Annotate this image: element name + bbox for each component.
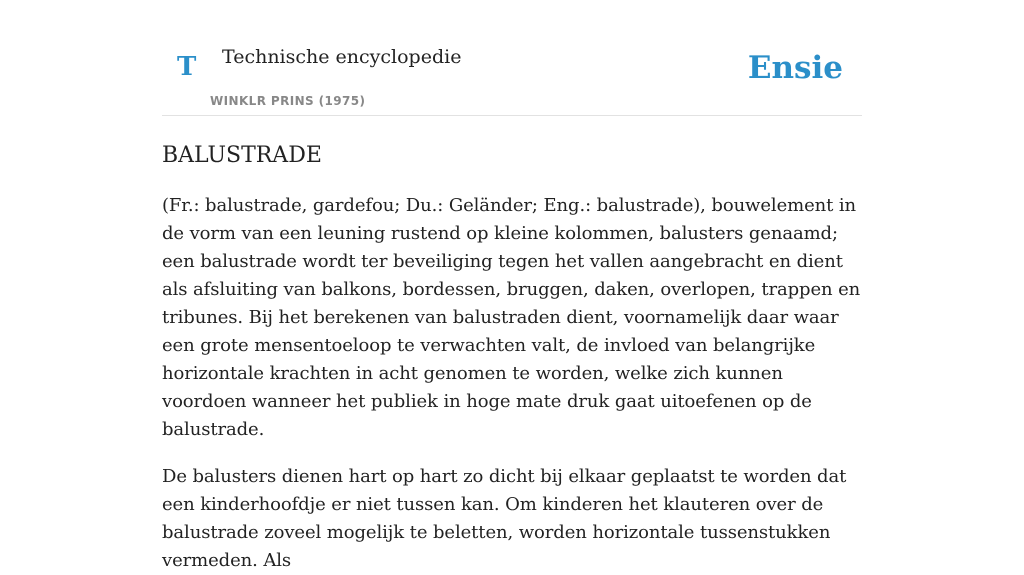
header: [162, 0, 862, 116]
article-title: BALUSTRADE: [162, 143, 322, 168]
article-paragraph: De balusters dienen hart op hart zo dicht bij elkaar geplaatst te worden dat een kinderhoofdje er niet tussen kan. Om kinderen het klauteren over de balustrade zoveel mogelijk te beletten, worden horizontale tussenstukken vermeden. Als: [162, 466, 847, 572]
article-paragraph: (Fr.: balustrade, gardefou; Du.: Geländer; Eng.: balustrade), bouwelement in de vorm van een leuning rustend op kleine kolommen, balusters genaamd; een balustrade wordt ter beveiliging tegen het vallen aangebracht en dient als afsluiting van balkons, bordessen, bruggen, daken, overlopen, trappen en tribunes. Bij het berekenen van balustraden dient, voornamelijk daar waar een grote mensentoeloop te verwachten valt, de invloed van belangrijke horizontale krachten in acht genomen te worden, welke zich kunnen voordoen wanneer het publiek in hoge mate druk gaat uitoefenen op de balustrade.: [162, 195, 861, 441]
book-title-link[interactable]: Technische encyclopedie: [222, 46, 462, 68]
book-source: WINKLR PRINS (1975): [210, 94, 366, 108]
page: [162, 0, 862, 575]
brand-logo[interactable]: Ensie: [747, 50, 843, 86]
book-logo-icon[interactable]: T: [177, 52, 197, 82]
article-body: [162, 192, 862, 575]
